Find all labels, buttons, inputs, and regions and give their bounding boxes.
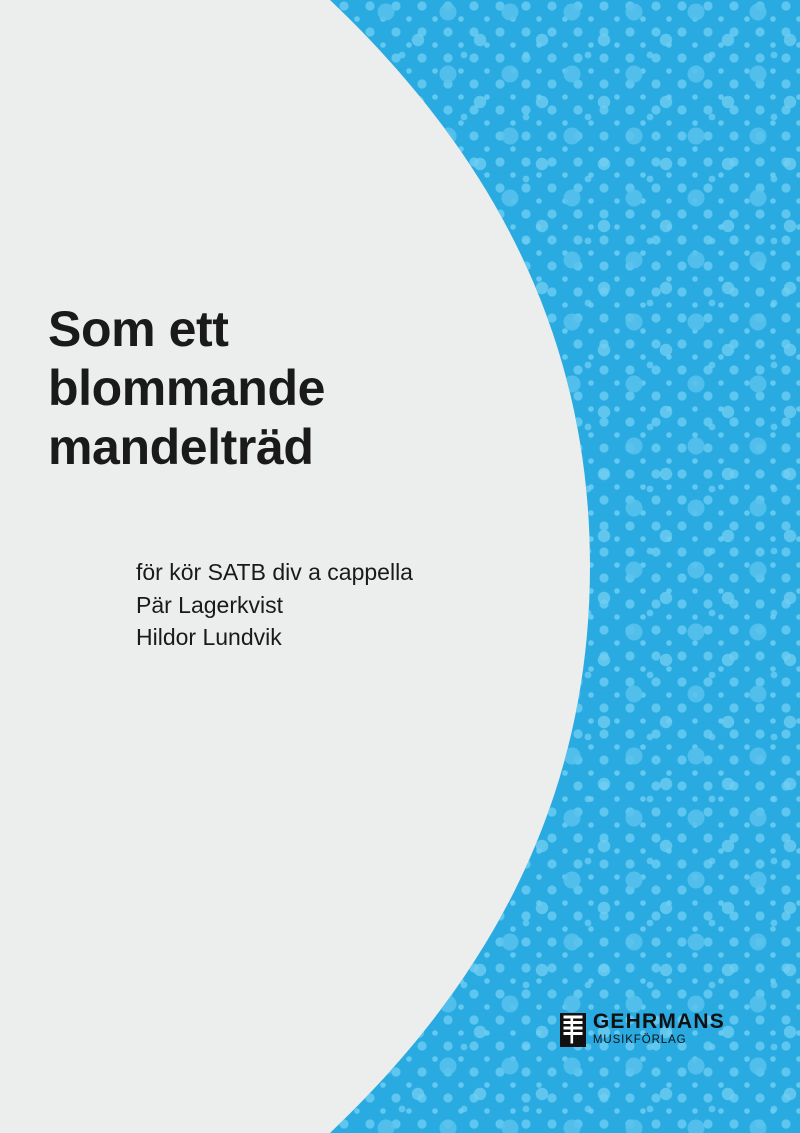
title-line-2: blommande: [48, 360, 325, 416]
composer-line: Hildor Lundvik: [136, 624, 282, 651]
publisher-subtitle: MUSIKFÖRLAG: [592, 1033, 687, 1046]
instrumentation-line: för kör SATB div a cappella: [136, 559, 413, 585]
page-title: [48, 300, 568, 477]
publisher-name: GEHRMANS: [592, 1009, 725, 1033]
title-line-1: Som ett: [48, 301, 229, 357]
publisher-logo: [560, 1011, 725, 1048]
publisher-name-block: [593, 1011, 725, 1048]
subtitle-credits: [136, 556, 413, 654]
book-icon: [560, 1013, 586, 1047]
lyricist-line: Pär Lagerkvist: [136, 591, 284, 618]
title-line-3: mandelträd: [48, 419, 314, 475]
